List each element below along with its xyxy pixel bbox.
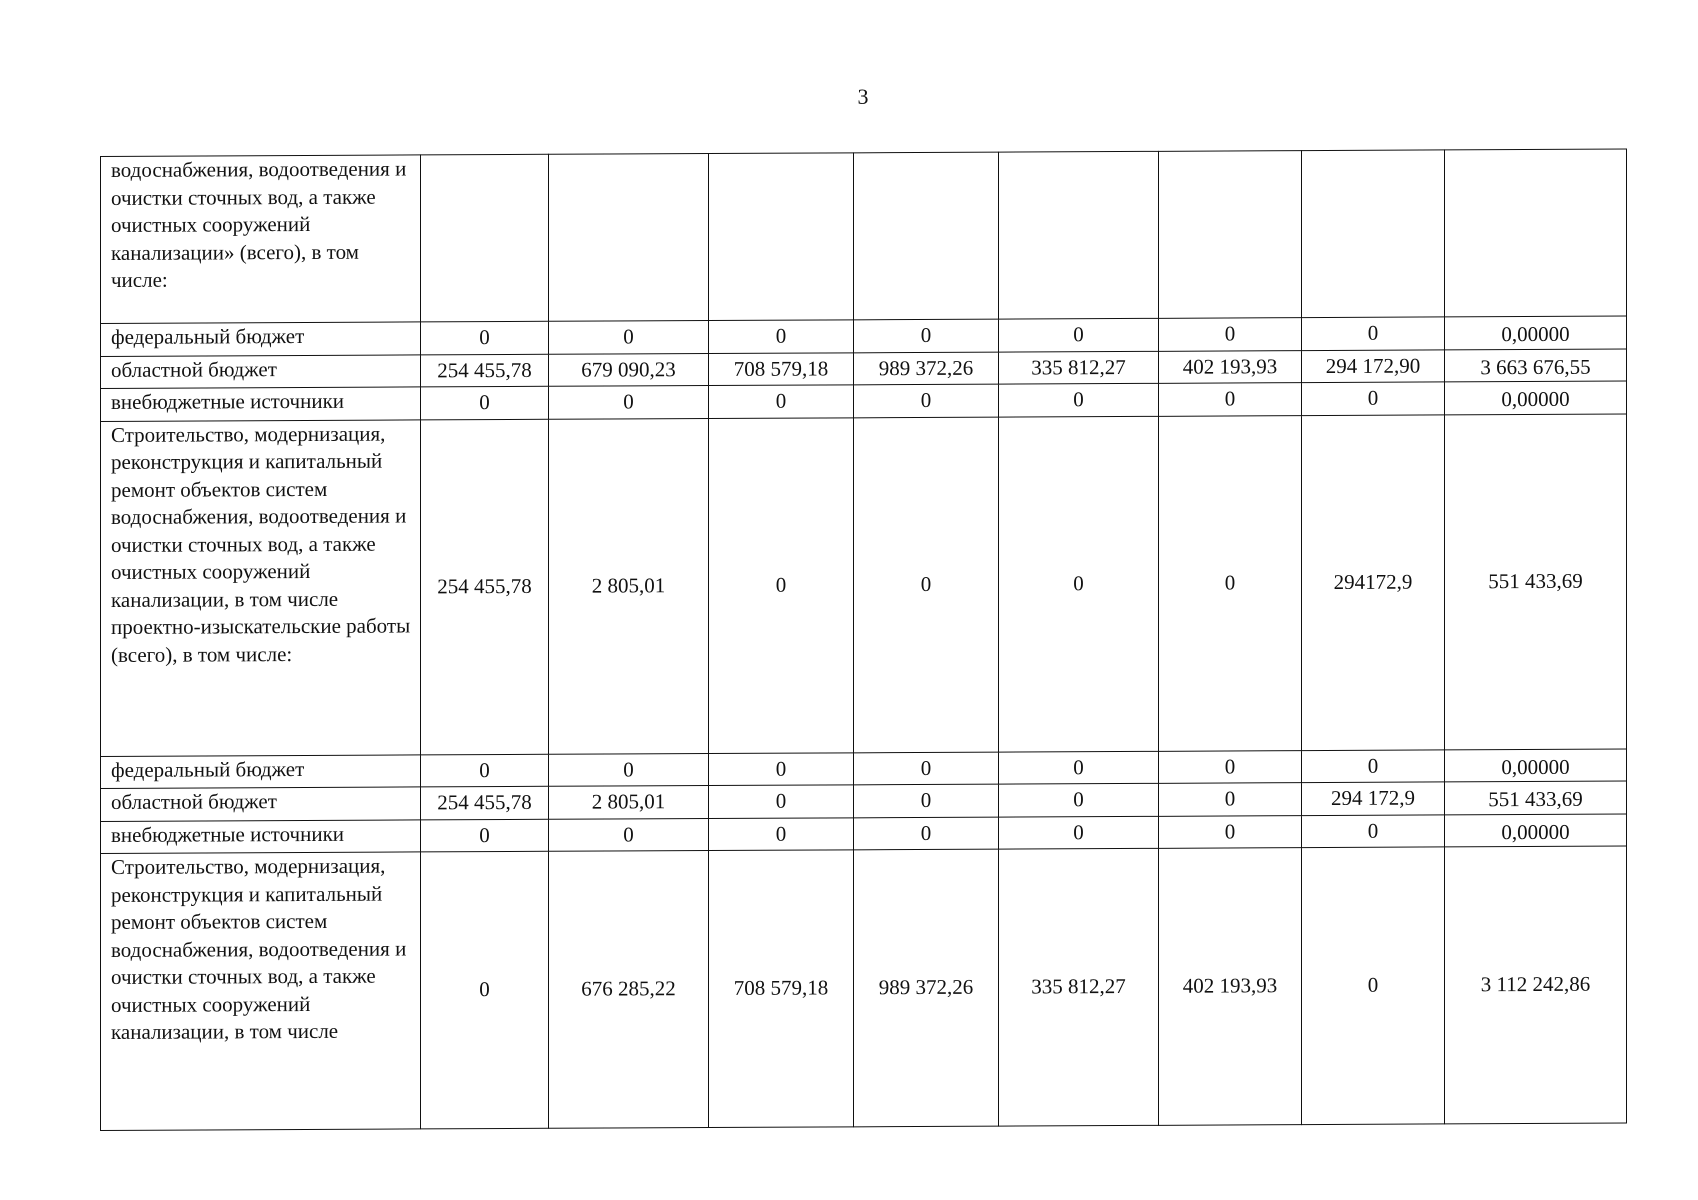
budget-table [100,149,1627,1131]
total-cell: 3 663 676,55 [1445,349,1627,382]
value-cell: 0 [709,385,854,418]
value-cell: 0 [999,416,1159,752]
value-cell: 0 [1159,318,1302,351]
row-label: федеральный бюджет [101,754,421,788]
value-cell: 0 [854,384,999,417]
value-cell: 708 579,18 [709,352,854,385]
table-row [101,149,1627,323]
row-label: Строительство, модернизация, реконструкция и капитальный ремонт объектов систем водоснабжения, водоотведения и очистки сточных вод, а также очистных сооружений канализации, в том числе [101,852,421,1131]
value-cell: 0 [999,383,1159,416]
value-cell: 0 [999,816,1159,849]
value-cell: 0 [854,752,999,785]
value-cell: 254 455,78 [421,419,549,755]
row-label: областной бюджет [101,354,421,388]
value-cell: 0 [421,386,549,419]
value-cell: 402 193,93 [1159,848,1302,1126]
value-cell [999,151,1159,319]
value-cell: 0 [1159,750,1302,783]
total-cell: 551 433,69 [1445,414,1627,750]
value-cell: 294172,9 [1302,414,1445,750]
value-cell: 0 [999,751,1159,784]
row-label: федеральный бюджет [101,322,421,356]
value-cell: 0 [1302,814,1445,847]
total-cell: 3 112 242,86 [1445,846,1627,1124]
value-cell: 294 172,90 [1302,349,1445,382]
value-cell: 335 812,27 [999,848,1159,1126]
value-cell: 708 579,18 [709,850,854,1128]
value-cell: 402 193,93 [1159,350,1302,383]
total-cell: 0,00000 [1445,316,1627,349]
row-label: водоснабжения, водоотведения и очистки сточных вод, а также очистных сооружений канализации» (всего), в том числе: [101,155,421,324]
value-cell: 254 455,78 [421,354,549,387]
value-cell: 0 [854,784,999,817]
value-cell [1302,150,1445,318]
row-label: областной бюджет [101,787,421,821]
value-cell: 0 [549,818,709,851]
value-cell [1159,151,1302,319]
page-number: 3 [857,84,869,109]
row-label: внебюджетные источники [101,387,421,421]
total-cell: 0,00000 [1445,814,1627,847]
value-cell: 0 [709,785,854,818]
value-cell: 0 [1302,382,1445,415]
value-cell: 0 [549,386,709,419]
row-label: внебюджетные источники [101,819,421,853]
value-cell: 0 [854,817,999,850]
table-row [101,414,1627,756]
value-cell: 0 [709,417,854,753]
value-cell: 679 090,23 [549,353,709,386]
value-cell: 0 [1302,847,1445,1125]
value-cell: 0 [1159,783,1302,816]
value-cell: 294 172,9 [1302,782,1445,815]
value-cell: 0 [421,754,549,787]
total-cell: 0,00000 [1445,381,1627,414]
value-cell: 0 [1302,749,1445,782]
value-cell: 676 285,22 [549,851,709,1129]
value-cell [709,153,854,321]
value-cell [421,154,549,322]
value-cell: 989 372,26 [854,849,999,1127]
value-cell: 0 [709,320,854,353]
value-cell: 2 805,01 [549,786,709,819]
value-cell: 2 805,01 [549,418,709,754]
value-cell: 0 [1159,415,1302,751]
value-cell: 335 812,27 [999,351,1159,384]
value-cell: 0 [421,819,549,852]
value-cell: 0 [1159,815,1302,848]
total-cell: 551 433,69 [1445,781,1627,814]
value-cell: 254 455,78 [421,786,549,819]
value-cell: 0 [549,753,709,786]
table-row [101,846,1627,1130]
value-cell: 0 [1159,383,1302,416]
value-cell: 0 [709,752,854,785]
value-cell: 0 [549,321,709,354]
value-cell: 989 372,26 [854,352,999,385]
value-cell: 0 [1302,317,1445,350]
value-cell: 0 [999,783,1159,816]
total-cell [1445,149,1627,317]
value-cell: 0 [854,319,999,352]
row-label: Строительство, модернизация, реконструкция и капитальный ремонт объектов систем водоснабжения, водоотведения и очистки сточных вод, а также очистных сооружений канализации, в том числе проектно-изыскательские работы (всего), в том числе: [101,419,421,756]
value-cell: 0 [421,321,549,354]
value-cell: 0 [421,851,549,1129]
value-cell: 0 [854,417,999,753]
value-cell [549,154,709,322]
value-cell: 0 [709,817,854,850]
total-cell: 0,00000 [1445,749,1627,782]
value-cell: 0 [999,318,1159,351]
value-cell [854,152,999,320]
